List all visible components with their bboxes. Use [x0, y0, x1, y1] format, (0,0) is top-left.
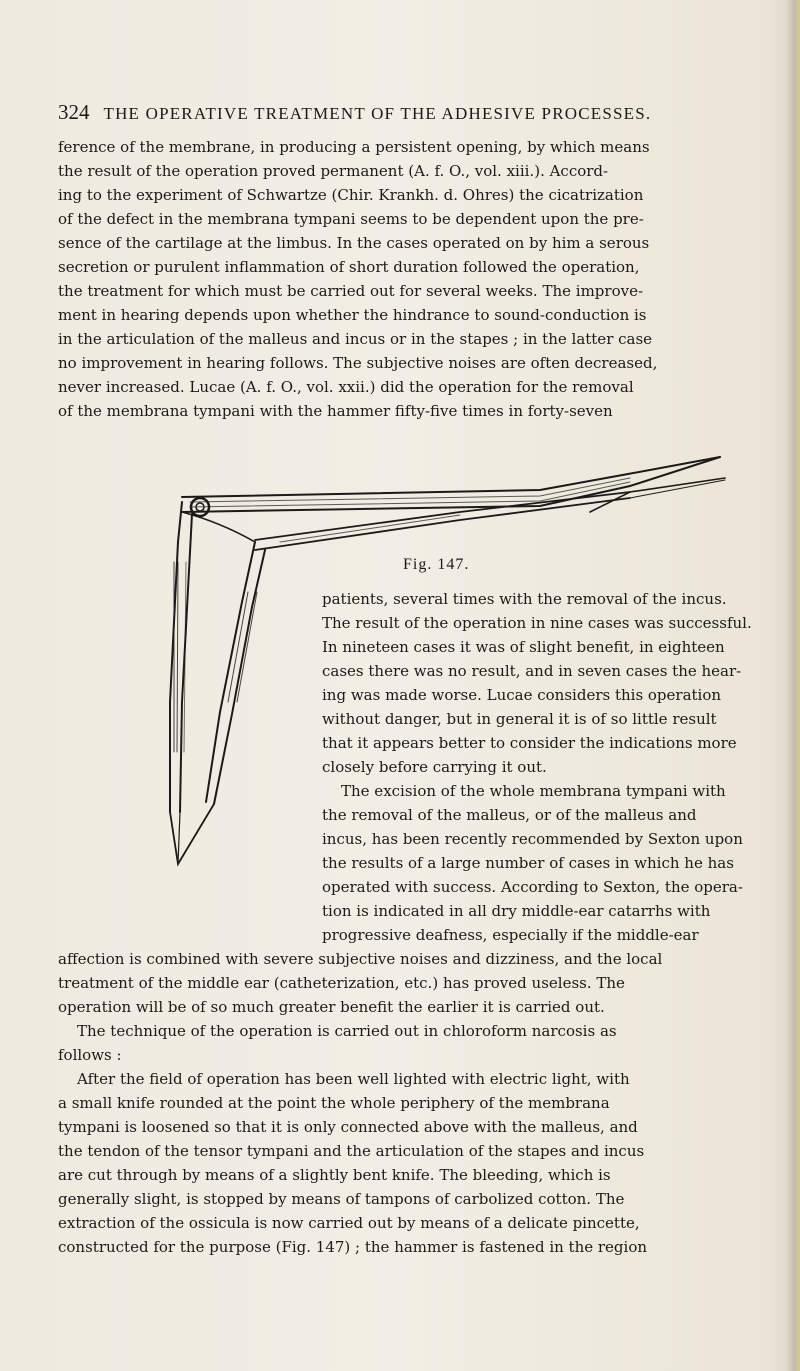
- text-line: of the defect in the membrana tympani seems to be dependent upon the pre-: [58, 210, 644, 228]
- text-line: closely before carrying it out.: [322, 758, 547, 776]
- text-line: incus, has been recently recommended by Sexton upon: [322, 830, 743, 848]
- text-line: the results of a large number of cases in which he has: [322, 854, 734, 872]
- text-line: the result of the operation proved permanent (A. f. O., vol. xiii.). Accord-: [58, 162, 609, 180]
- text-line: a small knife rounded at the point the whole periphery of the membrana: [58, 1094, 610, 1112]
- text-line: The result of the operation in nine cases was successful.: [322, 614, 752, 632]
- text-line: ing to the experiment of Schwartze (Chir. Krankh. d. Ohres) the cicatrization: [58, 186, 644, 204]
- figure-caption: Fig. 147.: [403, 556, 470, 573]
- text-line: The excision of the whole membrana tympani with: [341, 782, 726, 800]
- text-line: secretion or purulent inflammation of short duration followed the operation,: [58, 258, 640, 276]
- text-line: the tendon of the tensor tympani and the articulation of the stapes and incus: [58, 1142, 645, 1160]
- text-line: are cut through by means of a slightly bent knife. The bleeding, which is: [58, 1166, 611, 1184]
- text-line: progressive deafness, especially if the middle-ear: [322, 926, 699, 944]
- text-line: ference of the membrane, in producing a persistent opening, by which means: [58, 138, 650, 156]
- text-line: no improvement in hearing follows. The subjective noises are often decreased,: [58, 354, 658, 372]
- text-line: affection is combined with severe subjective noises and dizziness, and the local: [58, 950, 663, 968]
- text-line: operation will be of so much greater benefit the earlier it is carried out.: [58, 998, 605, 1016]
- text-line: extraction of the ossicula is now carried out by means of a delicate pincette,: [58, 1214, 640, 1232]
- running-header: [58, 100, 758, 125]
- text-line: The technique of the operation is carried out in chloroform narcosis as: [77, 1022, 617, 1040]
- text-line: sence of the cartilage at the limbus. In the cases operated on by him a serous: [58, 234, 650, 252]
- text-line: of the membrana tympani with the hammer fifty-five times in forty-seven: [58, 402, 613, 420]
- text-line: that it appears better to consider the indications more: [322, 734, 737, 752]
- page-edge: [786, 0, 800, 1371]
- text-line: the removal of the malleus, or of the malleus and: [322, 806, 697, 824]
- text-line: follows :: [58, 1046, 122, 1064]
- text-line: tympani is loosened so that it is only connected above with the malleus, and: [58, 1118, 638, 1136]
- text-line: ing was made worse. Lucae considers this operation: [322, 686, 722, 704]
- text-line: tion is indicated in all dry middle-ear catarrhs with: [322, 902, 711, 920]
- header-title: THE OPERATIVE TREATMENT OF THE ADHESIVE PROCESSES.: [103, 104, 652, 123]
- text-line: patients, several times with the removal of the incus.: [322, 590, 727, 608]
- text-line: operated with success. According to Sexton, the opera-: [322, 878, 743, 896]
- text-line: constructed for the purpose (Fig. 147) ; the hammer is fastened in the region: [58, 1238, 648, 1256]
- text-line: ment in hearing depends upon whether the hindrance to sound-conduction is: [58, 306, 647, 324]
- text-line: In nineteen cases it was of slight benefit, in eighteen: [322, 638, 725, 656]
- text-line: After the field of operation has been well lighted with electric light, with: [77, 1070, 630, 1088]
- text-line: treatment of the middle ear (catheterization, etc.) has proved useless. The: [58, 974, 625, 992]
- text-line: in the articulation of the malleus and incus or in the stapes ; in the latter case: [58, 330, 653, 348]
- text-line: never increased. Lucae (A. f. O., vol. xxii.) did the operation for the removal: [58, 378, 634, 396]
- page-number: 324: [58, 100, 90, 124]
- text-line: generally slight, is stopped by means of tampons of carbolized cotton. The: [58, 1190, 625, 1208]
- text-line: the treatment for which must be carried out for several weeks. The improve-: [58, 282, 644, 300]
- text-line: cases there was no result, and in seven cases the hear-: [322, 662, 742, 680]
- text-line: without danger, but in general it is of so little result: [322, 710, 717, 728]
